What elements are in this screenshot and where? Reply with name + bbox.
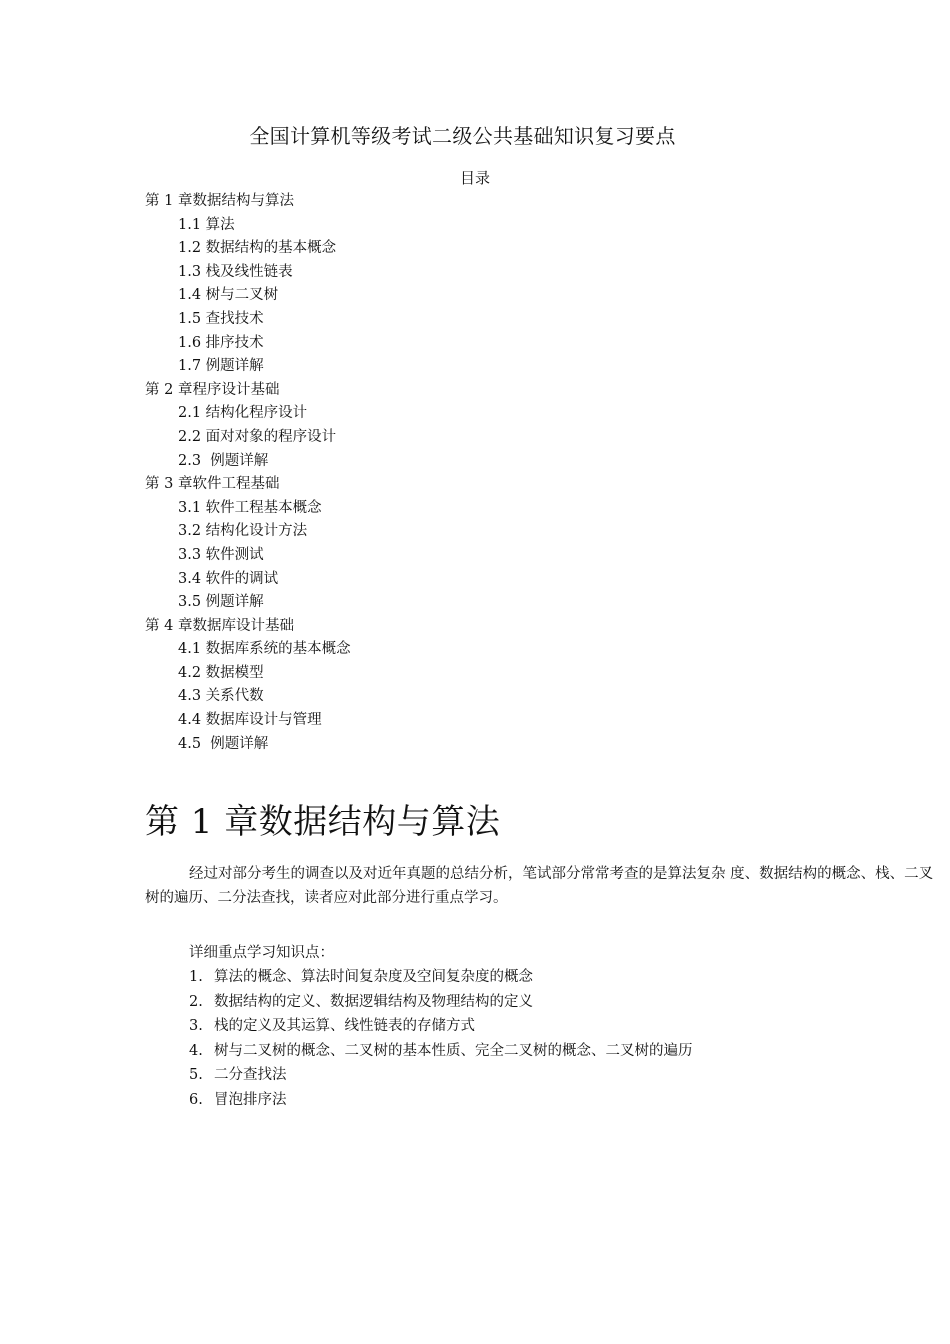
toc-section-item[interactable]: 3.3 软件测试: [178, 546, 264, 563]
toc-heading: 目录: [459, 169, 490, 187]
key-point-number: 3.: [189, 1018, 203, 1034]
toc-section-item[interactable]: 2.3 例题详解: [178, 452, 269, 469]
toc-chapter-item[interactable]: 第 2 章程序设计基础: [145, 381, 280, 398]
chapter-heading: 第 1 章数据结构与算法: [145, 802, 501, 842]
key-point-item: [189, 1040, 693, 1065]
key-points-list: [189, 966, 693, 1113]
toc-section-item[interactable]: 1.4 树与二叉树: [178, 287, 279, 304]
key-points-label: 详细重点学习知识点：: [189, 945, 334, 961]
toc-section-item[interactable]: 1.3 栈及线性链表: [178, 263, 293, 280]
key-point-number: 5.: [189, 1067, 203, 1083]
toc-chapter-item[interactable]: 第 1 章数据结构与算法: [145, 193, 294, 209]
toc-section-item[interactable]: 3.1 软件工程基本概念: [178, 499, 322, 516]
key-point-number: 6.: [189, 1091, 203, 1108]
chapter-intro-paragraph: 经过对部分考生的调查以及对近年真题的总结分析，笔试部分常常考查的是算法复杂 度、数据结构的概念、栈、二叉树的遍历、二分法查找，读者应对此部分进行重点学习。: [145, 866, 934, 906]
key-point-text: 数据结构的定义、数据逻辑结构及物理结构的定义: [214, 993, 533, 1010]
toc-section-item[interactable]: 4.5 例题详解: [178, 735, 269, 752]
toc-section-item[interactable]: 4.4 数据库设计与管理: [178, 712, 322, 729]
toc-section-item[interactable]: 1.6 排序技术: [178, 334, 264, 351]
key-point-item: [189, 966, 693, 991]
toc-section-item[interactable]: 1.7 例题详解: [178, 358, 264, 375]
toc-section-item[interactable]: 3.4 软件的调试: [178, 570, 279, 587]
key-point-text: 算法的概念、算法时间复杂度及空间复杂度的概念: [214, 969, 533, 985]
toc-section-item[interactable]: 4.1 数据库系统的基本概念: [178, 641, 351, 658]
key-point-number: 1.: [189, 969, 203, 985]
key-point-text: 栈的定义及其运算、线性链表的存储方式: [214, 1018, 475, 1034]
toc-chapter-item[interactable]: 第 4 章数据库设计基础: [145, 617, 294, 634]
key-point-item: [189, 991, 693, 1016]
toc-chapter-item[interactable]: 第 3 章软件工程基础: [145, 476, 280, 493]
key-point-item: [189, 1064, 693, 1089]
toc-section-item[interactable]: 3.5 例题详解: [178, 594, 264, 611]
toc-section-item[interactable]: 2.1 结构化程序设计: [178, 405, 308, 422]
toc-section-item[interactable]: 1.1 算法: [178, 216, 235, 233]
toc-section-item[interactable]: 2.2 面对对象的程序设计: [178, 428, 337, 445]
key-point-text: 树与二叉树的概念、二叉树的基本性质、完全二叉树的概念、二叉树的遍历: [214, 1042, 693, 1059]
table-of-contents: [145, 190, 351, 756]
toc-section-item[interactable]: 4.2 数据模型: [178, 664, 264, 681]
toc-section-item[interactable]: 1.2 数据结构的基本概念: [178, 240, 337, 257]
key-point-number: 4.: [189, 1042, 203, 1059]
key-point-item: [189, 1015, 693, 1040]
toc-section-item[interactable]: 1.5 查找技术: [178, 310, 264, 327]
document-title: 全国计算机等级考试二级公共基础知识复习要点: [249, 124, 676, 148]
key-point-text: 冒泡排序法: [214, 1091, 287, 1108]
key-point-number: 2.: [189, 993, 203, 1010]
key-point-item: [189, 1089, 693, 1114]
toc-section-item[interactable]: 3.2 结构化设计方法: [178, 523, 308, 540]
key-point-text: 二分查找法: [214, 1067, 287, 1083]
toc-section-item[interactable]: 4.3 关系代数: [178, 688, 264, 705]
